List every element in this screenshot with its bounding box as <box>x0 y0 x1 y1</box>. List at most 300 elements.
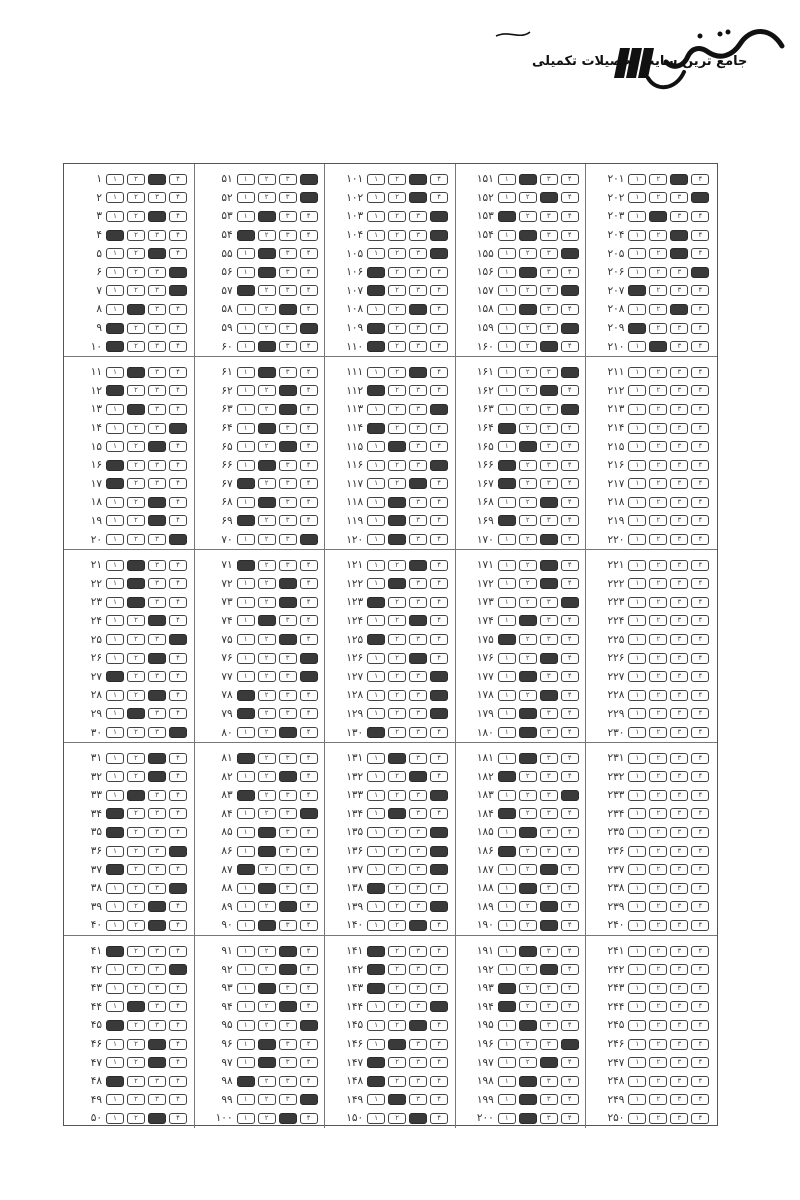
answer-bubble-4[interactable]: ۴ <box>300 727 318 738</box>
answer-bubble-2[interactable]: ۲ <box>127 597 145 608</box>
answer-bubble-3[interactable]: ۳ <box>670 267 688 278</box>
answer-bubble-3[interactable]: ۳ <box>148 634 166 645</box>
answer-bubble-1[interactable]: ۱ <box>237 248 255 259</box>
answer-bubble-4[interactable]: ۴ <box>691 515 709 526</box>
answer-bubble-1[interactable]: ۱ <box>498 653 516 664</box>
answer-bubble-1[interactable]: ۱ <box>498 946 516 957</box>
answer-bubble-4[interactable]: ۴ <box>300 192 318 203</box>
answer-bubble-1[interactable]: ۱ <box>237 846 255 857</box>
answer-bubble-3[interactable]: ۳ <box>540 615 558 626</box>
answer-bubble-2[interactable]: ۲ <box>388 230 406 241</box>
answer-bubble-3[interactable]: ۳ <box>409 1020 427 1031</box>
answer-bubble-3[interactable]: ۳ <box>670 560 688 571</box>
answer-bubble-4[interactable]: ۴ <box>169 560 187 571</box>
answer-bubble-4[interactable]: ۴ <box>430 267 448 278</box>
answer-bubble-4[interactable]: ۴ <box>561 964 579 975</box>
answer-bubble-3[interactable]: ۳ <box>279 515 297 526</box>
answer-bubble-3[interactable]: ۳ <box>670 771 688 782</box>
answer-bubble-4[interactable]: ۴ <box>169 634 187 645</box>
answer-bubble-1[interactable]: ۱ <box>106 323 124 334</box>
answer-bubble-2[interactable]: ۲ <box>127 727 145 738</box>
answer-bubble-2[interactable]: ۲ <box>388 653 406 664</box>
answer-bubble-2[interactable]: ۲ <box>388 1020 406 1031</box>
answer-bubble-4[interactable]: ۴ <box>430 248 448 259</box>
answer-bubble-4[interactable]: ۴ <box>300 515 318 526</box>
answer-bubble-3[interactable]: ۳ <box>670 460 688 471</box>
answer-bubble-1[interactable]: ۱ <box>628 267 646 278</box>
answer-bubble-2[interactable]: ۲ <box>388 460 406 471</box>
answer-bubble-4[interactable]: ۴ <box>169 946 187 957</box>
answer-bubble-4[interactable]: ۴ <box>691 1113 709 1124</box>
answer-bubble-1[interactable]: ۱ <box>498 615 516 626</box>
answer-bubble-2[interactable]: ۲ <box>388 753 406 764</box>
answer-bubble-3[interactable]: ۳ <box>670 1020 688 1031</box>
answer-bubble-4[interactable]: ۴ <box>430 790 448 801</box>
answer-bubble-1[interactable]: ۱ <box>628 690 646 701</box>
answer-bubble-3[interactable]: ۳ <box>279 578 297 589</box>
answer-bubble-2[interactable]: ۲ <box>258 653 276 664</box>
answer-bubble-1[interactable]: ۱ <box>106 211 124 222</box>
answer-bubble-3[interactable]: ۳ <box>148 1076 166 1087</box>
answer-bubble-1[interactable]: ۱ <box>106 827 124 838</box>
answer-bubble-2[interactable]: ۲ <box>519 423 537 434</box>
answer-bubble-3[interactable]: ۳ <box>279 983 297 994</box>
answer-bubble-2[interactable]: ۲ <box>388 385 406 396</box>
answer-bubble-3[interactable]: ۳ <box>279 385 297 396</box>
answer-bubble-2[interactable]: ۲ <box>388 441 406 452</box>
answer-bubble-4[interactable]: ۴ <box>561 423 579 434</box>
answer-bubble-3[interactable]: ۳ <box>279 1020 297 1031</box>
answer-bubble-1[interactable]: ۱ <box>498 1076 516 1087</box>
answer-bubble-3[interactable]: ۳ <box>279 846 297 857</box>
answer-bubble-3[interactable]: ۳ <box>540 983 558 994</box>
answer-bubble-1[interactable]: ۱ <box>498 404 516 415</box>
answer-bubble-1[interactable]: ۱ <box>367 1039 385 1050</box>
answer-bubble-1[interactable]: ۱ <box>628 883 646 894</box>
answer-bubble-2[interactable]: ۲ <box>519 460 537 471</box>
answer-bubble-3[interactable]: ۳ <box>279 174 297 185</box>
answer-bubble-2[interactable]: ۲ <box>519 708 537 719</box>
answer-bubble-1[interactable]: ۱ <box>628 1001 646 1012</box>
answer-bubble-1[interactable]: ۱ <box>367 460 385 471</box>
answer-bubble-2[interactable]: ۲ <box>388 671 406 682</box>
answer-bubble-3[interactable]: ۳ <box>279 404 297 415</box>
answer-bubble-4[interactable]: ۴ <box>430 964 448 975</box>
answer-bubble-4[interactable]: ۴ <box>691 753 709 764</box>
answer-bubble-4[interactable]: ۴ <box>691 615 709 626</box>
answer-bubble-2[interactable]: ۲ <box>258 367 276 378</box>
answer-bubble-4[interactable]: ۴ <box>430 946 448 957</box>
answer-bubble-4[interactable]: ۴ <box>691 578 709 589</box>
answer-bubble-3[interactable]: ۳ <box>670 423 688 434</box>
answer-bubble-4[interactable]: ۴ <box>169 1076 187 1087</box>
answer-bubble-3[interactable]: ۳ <box>279 1057 297 1068</box>
answer-bubble-2[interactable]: ۲ <box>127 385 145 396</box>
answer-bubble-4[interactable]: ۴ <box>691 460 709 471</box>
answer-bubble-2[interactable]: ۲ <box>649 1001 667 1012</box>
answer-bubble-1[interactable]: ۱ <box>628 534 646 545</box>
answer-bubble-3[interactable]: ۳ <box>409 1039 427 1050</box>
answer-bubble-2[interactable]: ۲ <box>519 1001 537 1012</box>
answer-bubble-1[interactable]: ۱ <box>498 727 516 738</box>
answer-bubble-2[interactable]: ۲ <box>127 285 145 296</box>
answer-bubble-3[interactable]: ۳ <box>670 1113 688 1124</box>
answer-bubble-1[interactable]: ۱ <box>498 230 516 241</box>
answer-bubble-2[interactable]: ۲ <box>388 790 406 801</box>
answer-bubble-1[interactable]: ۱ <box>367 920 385 931</box>
answer-bubble-4[interactable]: ۴ <box>561 1076 579 1087</box>
answer-bubble-3[interactable]: ۳ <box>148 920 166 931</box>
answer-bubble-4[interactable]: ۴ <box>169 478 187 489</box>
answer-bubble-2[interactable]: ۲ <box>649 478 667 489</box>
answer-bubble-1[interactable]: ۱ <box>628 192 646 203</box>
answer-bubble-2[interactable]: ۲ <box>519 753 537 764</box>
answer-bubble-1[interactable]: ۱ <box>367 827 385 838</box>
answer-bubble-3[interactable]: ۳ <box>409 597 427 608</box>
answer-bubble-3[interactable]: ۳ <box>409 690 427 701</box>
answer-bubble-4[interactable]: ۴ <box>300 920 318 931</box>
answer-bubble-3[interactable]: ۳ <box>279 230 297 241</box>
answer-bubble-4[interactable]: ۴ <box>169 211 187 222</box>
answer-bubble-1[interactable]: ۱ <box>106 846 124 857</box>
answer-bubble-3[interactable]: ۳ <box>279 883 297 894</box>
answer-bubble-2[interactable]: ۲ <box>649 1113 667 1124</box>
answer-bubble-1[interactable]: ۱ <box>628 983 646 994</box>
answer-bubble-1[interactable]: ۱ <box>498 285 516 296</box>
answer-bubble-2[interactable]: ۲ <box>388 578 406 589</box>
answer-bubble-4[interactable]: ۴ <box>300 846 318 857</box>
answer-bubble-3[interactable]: ۳ <box>148 285 166 296</box>
answer-bubble-2[interactable]: ۲ <box>649 653 667 664</box>
answer-bubble-1[interactable]: ۱ <box>628 230 646 241</box>
answer-bubble-1[interactable]: ۱ <box>498 920 516 931</box>
answer-bubble-4[interactable]: ۴ <box>561 341 579 352</box>
answer-bubble-2[interactable]: ۲ <box>258 615 276 626</box>
answer-bubble-2[interactable]: ۲ <box>258 964 276 975</box>
answer-bubble-3[interactable]: ۳ <box>409 460 427 471</box>
answer-bubble-1[interactable]: ۱ <box>367 1057 385 1068</box>
answer-bubble-4[interactable]: ۴ <box>691 920 709 931</box>
answer-bubble-1[interactable]: ۱ <box>367 727 385 738</box>
answer-bubble-2[interactable]: ۲ <box>127 423 145 434</box>
answer-bubble-3[interactable]: ۳ <box>540 441 558 452</box>
answer-bubble-2[interactable]: ۲ <box>127 1094 145 1105</box>
answer-bubble-4[interactable]: ۴ <box>430 341 448 352</box>
answer-bubble-2[interactable]: ۲ <box>258 708 276 719</box>
answer-bubble-3[interactable]: ۳ <box>409 560 427 571</box>
answer-bubble-4[interactable]: ۴ <box>300 460 318 471</box>
answer-bubble-1[interactable]: ۱ <box>367 497 385 508</box>
answer-bubble-2[interactable]: ۲ <box>519 441 537 452</box>
answer-bubble-2[interactable]: ۲ <box>519 248 537 259</box>
answer-bubble-1[interactable]: ۱ <box>237 827 255 838</box>
answer-bubble-1[interactable]: ۱ <box>237 1039 255 1050</box>
answer-bubble-4[interactable]: ۴ <box>430 515 448 526</box>
answer-bubble-1[interactable]: ۱ <box>367 341 385 352</box>
answer-bubble-2[interactable]: ۲ <box>519 560 537 571</box>
answer-bubble-3[interactable]: ۳ <box>409 578 427 589</box>
answer-bubble-4[interactable]: ۴ <box>169 248 187 259</box>
answer-bubble-1[interactable]: ۱ <box>237 267 255 278</box>
answer-bubble-1[interactable]: ۱ <box>628 404 646 415</box>
answer-bubble-3[interactable]: ۳ <box>409 323 427 334</box>
answer-bubble-1[interactable]: ۱ <box>367 211 385 222</box>
answer-bubble-4[interactable]: ۴ <box>691 634 709 645</box>
answer-bubble-4[interactable]: ۴ <box>561 901 579 912</box>
answer-bubble-3[interactable]: ۳ <box>279 708 297 719</box>
answer-bubble-3[interactable]: ۳ <box>670 1094 688 1105</box>
answer-bubble-3[interactable]: ۳ <box>540 423 558 434</box>
answer-bubble-2[interactable]: ۲ <box>127 1057 145 1068</box>
answer-bubble-2[interactable]: ۲ <box>127 341 145 352</box>
answer-bubble-4[interactable]: ۴ <box>561 597 579 608</box>
answer-bubble-1[interactable]: ۱ <box>498 1057 516 1068</box>
answer-bubble-3[interactable]: ۳ <box>540 460 558 471</box>
answer-bubble-1[interactable]: ۱ <box>628 1039 646 1050</box>
answer-bubble-4[interactable]: ۴ <box>691 671 709 682</box>
answer-bubble-1[interactable]: ۱ <box>106 771 124 782</box>
answer-bubble-4[interactable]: ۴ <box>300 304 318 315</box>
answer-bubble-2[interactable]: ۲ <box>258 1076 276 1087</box>
answer-bubble-2[interactable]: ۲ <box>519 1094 537 1105</box>
answer-bubble-1[interactable]: ۱ <box>106 304 124 315</box>
answer-bubble-2[interactable]: ۲ <box>388 1076 406 1087</box>
answer-bubble-2[interactable]: ۲ <box>649 304 667 315</box>
answer-bubble-2[interactable]: ۲ <box>388 901 406 912</box>
answer-bubble-2[interactable]: ۲ <box>127 367 145 378</box>
answer-bubble-2[interactable]: ۲ <box>258 771 276 782</box>
answer-bubble-2[interactable]: ۲ <box>258 808 276 819</box>
answer-bubble-4[interactable]: ۴ <box>691 174 709 185</box>
answer-bubble-2[interactable]: ۲ <box>258 1057 276 1068</box>
answer-bubble-4[interactable]: ۴ <box>169 341 187 352</box>
answer-bubble-3[interactable]: ۳ <box>409 441 427 452</box>
answer-bubble-4[interactable]: ۴ <box>691 1039 709 1050</box>
answer-bubble-4[interactable]: ۴ <box>169 285 187 296</box>
answer-bubble-2[interactable]: ۲ <box>388 1001 406 1012</box>
answer-bubble-1[interactable]: ۱ <box>628 423 646 434</box>
answer-bubble-1[interactable]: ۱ <box>628 1020 646 1031</box>
answer-bubble-1[interactable]: ۱ <box>628 946 646 957</box>
answer-bubble-3[interactable]: ۳ <box>670 497 688 508</box>
answer-bubble-2[interactable]: ۲ <box>258 515 276 526</box>
answer-bubble-1[interactable]: ۱ <box>106 983 124 994</box>
answer-bubble-2[interactable]: ۲ <box>388 341 406 352</box>
answer-bubble-3[interactable]: ۳ <box>540 192 558 203</box>
answer-bubble-3[interactable]: ۳ <box>148 174 166 185</box>
answer-bubble-4[interactable]: ۴ <box>430 230 448 241</box>
answer-bubble-3[interactable]: ۳ <box>540 248 558 259</box>
answer-bubble-3[interactable]: ۳ <box>409 285 427 296</box>
answer-bubble-1[interactable]: ۱ <box>106 597 124 608</box>
answer-bubble-4[interactable]: ۴ <box>300 423 318 434</box>
answer-bubble-4[interactable]: ۴ <box>691 1094 709 1105</box>
answer-bubble-2[interactable]: ۲ <box>649 790 667 801</box>
answer-bubble-3[interactable]: ۳ <box>148 460 166 471</box>
answer-bubble-3[interactable]: ۳ <box>540 367 558 378</box>
answer-bubble-1[interactable]: ۱ <box>367 597 385 608</box>
answer-bubble-4[interactable]: ۴ <box>561 653 579 664</box>
answer-bubble-1[interactable]: ۱ <box>106 1094 124 1105</box>
answer-bubble-4[interactable]: ۴ <box>169 708 187 719</box>
answer-bubble-1[interactable]: ۱ <box>628 367 646 378</box>
answer-bubble-4[interactable]: ۴ <box>430 174 448 185</box>
answer-bubble-1[interactable]: ۱ <box>498 267 516 278</box>
answer-bubble-2[interactable]: ۲ <box>649 267 667 278</box>
answer-bubble-2[interactable]: ۲ <box>127 1001 145 1012</box>
answer-bubble-4[interactable]: ۴ <box>300 864 318 875</box>
answer-bubble-4[interactable]: ۴ <box>561 708 579 719</box>
answer-bubble-1[interactable]: ۱ <box>367 385 385 396</box>
answer-bubble-1[interactable]: ۱ <box>498 534 516 545</box>
answer-bubble-2[interactable]: ۲ <box>258 267 276 278</box>
answer-bubble-2[interactable]: ۲ <box>258 248 276 259</box>
answer-bubble-2[interactable]: ۲ <box>388 615 406 626</box>
answer-bubble-2[interactable]: ۲ <box>258 864 276 875</box>
answer-bubble-4[interactable]: ۴ <box>169 671 187 682</box>
answer-bubble-3[interactable]: ۳ <box>409 367 427 378</box>
answer-bubble-2[interactable]: ۲ <box>258 560 276 571</box>
answer-bubble-3[interactable]: ۳ <box>279 248 297 259</box>
answer-bubble-2[interactable]: ۲ <box>649 1039 667 1050</box>
answer-bubble-3[interactable]: ۳ <box>148 1039 166 1050</box>
answer-bubble-1[interactable]: ۱ <box>628 1057 646 1068</box>
answer-bubble-4[interactable]: ۴ <box>169 267 187 278</box>
answer-bubble-4[interactable]: ۴ <box>300 983 318 994</box>
answer-bubble-4[interactable]: ۴ <box>691 267 709 278</box>
answer-bubble-4[interactable]: ۴ <box>430 385 448 396</box>
answer-bubble-1[interactable]: ۱ <box>106 808 124 819</box>
answer-bubble-3[interactable]: ۳ <box>409 230 427 241</box>
answer-bubble-1[interactable]: ۱ <box>498 460 516 471</box>
answer-bubble-3[interactable]: ۳ <box>670 753 688 764</box>
answer-bubble-3[interactable]: ۳ <box>540 1020 558 1031</box>
answer-bubble-3[interactable]: ۳ <box>279 497 297 508</box>
answer-bubble-2[interactable]: ۲ <box>519 1057 537 1068</box>
answer-bubble-4[interactable]: ۴ <box>169 790 187 801</box>
answer-bubble-4[interactable]: ۴ <box>300 1057 318 1068</box>
answer-bubble-3[interactable]: ۳ <box>540 708 558 719</box>
answer-bubble-3[interactable]: ۳ <box>540 1113 558 1124</box>
answer-bubble-1[interactable]: ۱ <box>628 460 646 471</box>
answer-bubble-2[interactable]: ۲ <box>388 920 406 931</box>
answer-bubble-1[interactable]: ۱ <box>628 323 646 334</box>
answer-bubble-2[interactable]: ۲ <box>519 404 537 415</box>
answer-bubble-1[interactable]: ۱ <box>498 578 516 589</box>
answer-bubble-3[interactable]: ۳ <box>409 864 427 875</box>
answer-bubble-2[interactable]: ۲ <box>127 790 145 801</box>
answer-bubble-2[interactable]: ۲ <box>519 846 537 857</box>
answer-bubble-3[interactable]: ۳ <box>148 497 166 508</box>
answer-bubble-4[interactable]: ۴ <box>430 827 448 838</box>
answer-bubble-1[interactable]: ۱ <box>367 1094 385 1105</box>
answer-bubble-3[interactable]: ۳ <box>540 515 558 526</box>
answer-bubble-3[interactable]: ۳ <box>540 690 558 701</box>
answer-bubble-2[interactable]: ۲ <box>649 946 667 957</box>
answer-bubble-4[interactable]: ۴ <box>169 983 187 994</box>
answer-bubble-2[interactable]: ۲ <box>519 192 537 203</box>
answer-bubble-3[interactable]: ۳ <box>148 827 166 838</box>
answer-bubble-3[interactable]: ۳ <box>279 864 297 875</box>
answer-bubble-4[interactable]: ۴ <box>300 1001 318 1012</box>
answer-bubble-1[interactable]: ۱ <box>628 285 646 296</box>
answer-bubble-1[interactable]: ۱ <box>106 708 124 719</box>
answer-bubble-1[interactable]: ۱ <box>106 753 124 764</box>
answer-bubble-3[interactable]: ۳ <box>279 1076 297 1087</box>
answer-bubble-1[interactable]: ۱ <box>237 597 255 608</box>
answer-bubble-1[interactable]: ۱ <box>498 367 516 378</box>
answer-bubble-3[interactable]: ۳ <box>409 920 427 931</box>
answer-bubble-4[interactable]: ۴ <box>430 560 448 571</box>
answer-bubble-1[interactable]: ۱ <box>106 497 124 508</box>
answer-bubble-3[interactable]: ۳ <box>670 578 688 589</box>
answer-bubble-1[interactable]: ۱ <box>498 478 516 489</box>
answer-bubble-4[interactable]: ۴ <box>691 385 709 396</box>
answer-bubble-2[interactable]: ۲ <box>258 534 276 545</box>
answer-bubble-4[interactable]: ۴ <box>300 1039 318 1050</box>
answer-bubble-1[interactable]: ۱ <box>237 753 255 764</box>
answer-bubble-1[interactable]: ۱ <box>498 864 516 875</box>
answer-bubble-1[interactable]: ۱ <box>237 460 255 471</box>
answer-bubble-3[interactable]: ۳ <box>670 790 688 801</box>
answer-bubble-1[interactable]: ۱ <box>498 560 516 571</box>
answer-bubble-4[interactable]: ۴ <box>300 671 318 682</box>
answer-bubble-4[interactable]: ۴ <box>169 460 187 471</box>
answer-bubble-3[interactable]: ۳ <box>670 983 688 994</box>
answer-bubble-4[interactable]: ۴ <box>691 367 709 378</box>
answer-bubble-2[interactable]: ۲ <box>519 653 537 664</box>
answer-bubble-4[interactable]: ۴ <box>691 708 709 719</box>
answer-bubble-1[interactable]: ۱ <box>628 808 646 819</box>
answer-bubble-4[interactable]: ۴ <box>561 808 579 819</box>
answer-bubble-3[interactable]: ۳ <box>409 671 427 682</box>
answer-bubble-4[interactable]: ۴ <box>169 846 187 857</box>
answer-bubble-4[interactable]: ۴ <box>561 497 579 508</box>
answer-bubble-3[interactable]: ۳ <box>279 653 297 664</box>
answer-bubble-2[interactable]: ۲ <box>127 808 145 819</box>
answer-bubble-3[interactable]: ۳ <box>540 578 558 589</box>
answer-bubble-3[interactable]: ۳ <box>670 690 688 701</box>
answer-bubble-1[interactable]: ۱ <box>628 211 646 222</box>
answer-bubble-2[interactable]: ۲ <box>127 497 145 508</box>
answer-bubble-1[interactable]: ۱ <box>498 690 516 701</box>
answer-bubble-4[interactable]: ۴ <box>691 441 709 452</box>
answer-bubble-1[interactable]: ۱ <box>237 920 255 931</box>
answer-bubble-1[interactable]: ۱ <box>237 497 255 508</box>
answer-bubble-1[interactable]: ۱ <box>106 615 124 626</box>
answer-bubble-2[interactable]: ۲ <box>519 1039 537 1050</box>
answer-bubble-1[interactable]: ۱ <box>498 441 516 452</box>
answer-bubble-3[interactable]: ۳ <box>279 920 297 931</box>
answer-bubble-2[interactable]: ۲ <box>388 560 406 571</box>
answer-bubble-1[interactable]: ۱ <box>498 248 516 259</box>
answer-bubble-1[interactable]: ۱ <box>628 964 646 975</box>
answer-bubble-1[interactable]: ۱ <box>237 653 255 664</box>
answer-bubble-2[interactable]: ۲ <box>519 615 537 626</box>
answer-bubble-1[interactable]: ۱ <box>498 634 516 645</box>
answer-bubble-2[interactable]: ۲ <box>649 192 667 203</box>
answer-bubble-4[interactable]: ۴ <box>169 1001 187 1012</box>
answer-bubble-1[interactable]: ۱ <box>106 192 124 203</box>
answer-bubble-1[interactable]: ۱ <box>498 174 516 185</box>
answer-bubble-4[interactable]: ۴ <box>300 827 318 838</box>
answer-bubble-4[interactable]: ۴ <box>430 708 448 719</box>
answer-bubble-4[interactable]: ۴ <box>430 1039 448 1050</box>
answer-bubble-1[interactable]: ۱ <box>498 497 516 508</box>
answer-bubble-2[interactable]: ۲ <box>258 1113 276 1124</box>
answer-bubble-4[interactable]: ۴ <box>691 983 709 994</box>
answer-bubble-2[interactable]: ۲ <box>649 615 667 626</box>
